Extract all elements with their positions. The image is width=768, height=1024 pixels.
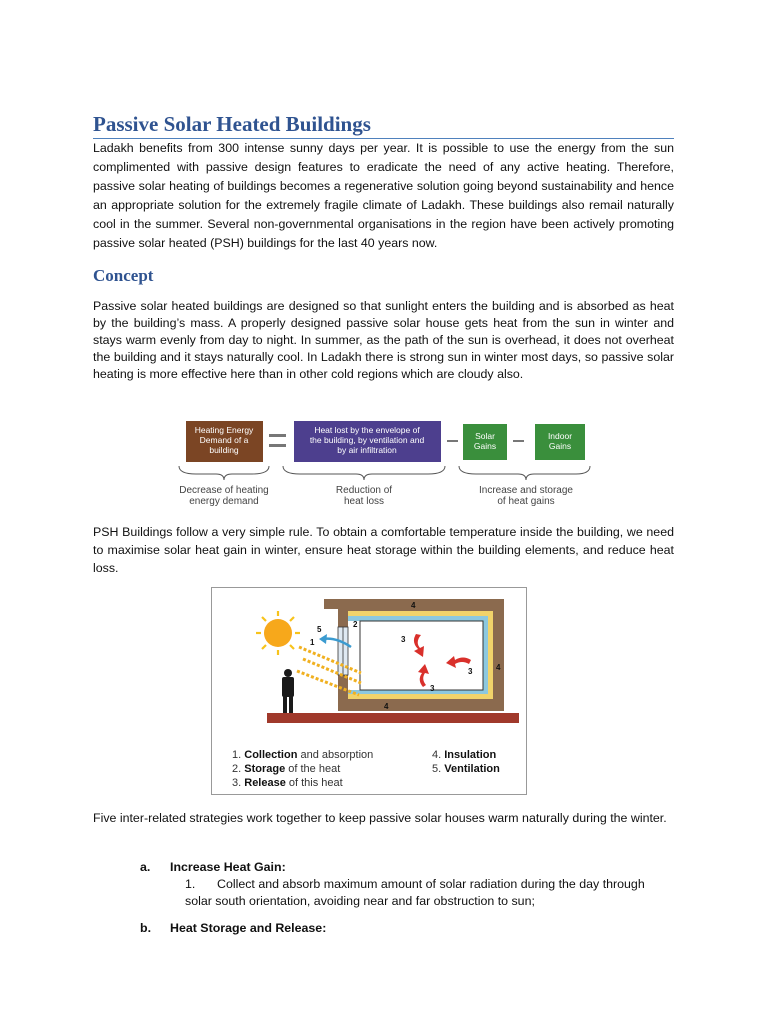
concept-paragraph: Passive solar heated buildings are designed so that sunlight enters the building and is absorbed as heat by the building’s mass. A properly designed passive solar house gets heat from the sun in winter and stays warm evenly from day to night. In summer, as the path of the sun is overhead, it does not overheat the building and it stays naturally cool. In Ladakh there is strong sun in winter most days, so passive solar heating is more effective here than in other cold regions which are cloudy also. (93, 299, 674, 381)
number-5: 5 (317, 625, 322, 634)
caption2-line1: Reduction of (335, 485, 393, 496)
list-item-b (140, 920, 326, 937)
number-3-a: 3 (401, 635, 406, 644)
number-4-right: 4 (496, 663, 501, 672)
equals-sign-top (269, 434, 286, 437)
equals-sign-bottom (269, 444, 286, 447)
insulation-top (348, 611, 493, 616)
list-marker-1: 1. (185, 877, 196, 891)
legend-item-1: 1. Collection and absorption (232, 749, 374, 761)
number-2: 2 (353, 620, 358, 629)
number-3-c: 3 (430, 684, 435, 693)
caption1-line1: Decrease of heating (179, 485, 269, 496)
legend-item-2: 2. Storage of the heat (232, 763, 341, 775)
box3-line2: Gains (473, 441, 497, 451)
page-title: Passive Solar Heated Buildings (93, 112, 371, 136)
number-4-top: 4 (411, 601, 416, 610)
box4-line1: Indoor (547, 431, 573, 441)
minus-sign-1 (447, 440, 458, 442)
list-marker-b: b. (140, 921, 152, 935)
rule-paragraph: PSH Buildings follow a very simple rule. To obtain a comfortable temperature inside the building, we need to maximise solar heat gain in winter, ensure heat storage within the building elements, and reduce heat loss. (93, 525, 674, 575)
box1-line2: Demand of a (199, 435, 249, 445)
caption1-line2: energy demand (189, 496, 259, 507)
box2-line3: by air infiltration (337, 445, 397, 455)
minus-sign-2 (513, 440, 524, 442)
caption3-line2: of heat gains (497, 496, 555, 507)
concept-heading: Concept (93, 266, 154, 285)
strategies-paragraph: Five inter-related strategies work together to keep passive solar houses warm naturally during the winter. (93, 811, 667, 825)
box3-line1: Solar (475, 431, 495, 441)
box2-line2: the building, by ventilation and (309, 435, 425, 445)
passive-solar-house-diagram (211, 587, 527, 795)
number-3-b: 3 (468, 667, 473, 676)
box1-line3: building (209, 445, 239, 455)
box4-line2: Gains (548, 441, 572, 451)
box1-line1: Heating Energy (194, 425, 254, 435)
legend-item-3: 3. Release of this heat (232, 777, 343, 789)
list-item-a (140, 859, 286, 876)
ground-slab (267, 713, 519, 723)
brace-3 (459, 466, 590, 480)
list-item-1 (185, 876, 674, 910)
list-text-1: Collect and absorb maximum amount of solar radiation during the day through solar south orientation, avoiding near and far obstruction to sun; (185, 877, 645, 908)
legend-item-4: 4. Insulation (432, 749, 497, 761)
number-1: 1 (310, 638, 315, 647)
list-label-a: Increase Heat Gain: (170, 860, 286, 874)
insulation-bottom (348, 694, 493, 699)
number-4-bottom: 4 (384, 702, 389, 711)
box2-line1: Heat lost by the envelope of (314, 425, 420, 435)
brace-2 (283, 466, 445, 480)
legend-item-5: 5. Ventilation (432, 763, 500, 775)
caption3-line1: Increase and storage (479, 485, 573, 496)
brace-1 (179, 466, 269, 480)
list-label-b: Heat Storage and Release: (170, 921, 327, 935)
energy-equation-figure (176, 418, 592, 510)
caption2-line2: heat loss (343, 496, 385, 507)
insulation-right (488, 611, 493, 699)
intro-paragraph: Ladakh benefits from 300 intense sunny days per year. It is possible to use the energy from the sun complimented with passive design features to eradicate the need of any active heating. Therefore, passive solar heating of buildings becomes a regenerative solution going beyond sustainability and hence an appropriate solution for the extremely fragile climate of Ladakh. These buildings also remail naturally cool in the summer. Several non-governmental organisations in the region have been actively promoting passive solar heated (PSH) buildings for the last 40 years now. (93, 141, 674, 250)
list-marker-a: a. (140, 860, 151, 874)
